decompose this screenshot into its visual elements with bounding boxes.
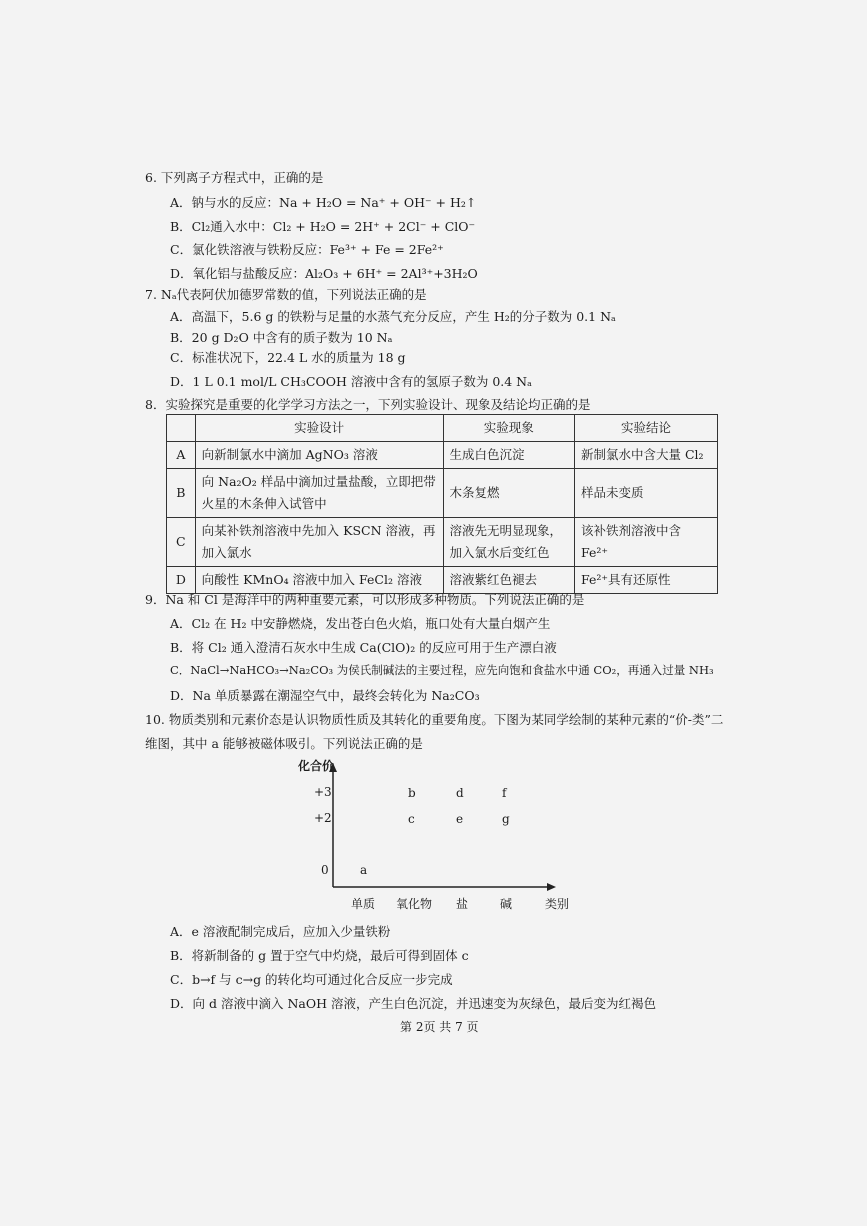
q9-option-d: D．Na 单质暴露在潮湿空气中，最终会转化为 Na₂CO₃ bbox=[170, 688, 480, 703]
point-label-e: e bbox=[456, 812, 464, 826]
q7-option-d: D．1 L 0.1 mol/L CH₃COOH 溶液中含有的氢原子数为 0.4 Nₐ bbox=[170, 374, 532, 389]
q10-option-d: D．向 d 溶液中滴入 NaOH 溶液，产生白色沉淀，并迅速变为灰绿色，最后变为红褐色 bbox=[170, 996, 656, 1011]
table-cell: 该补铁剂溶液中含 Fe²⁺ bbox=[575, 518, 718, 567]
table-header: 实验现象 bbox=[443, 415, 575, 442]
valence-class-diagram bbox=[280, 755, 580, 915]
table-cell: C bbox=[167, 518, 196, 567]
table-row bbox=[167, 442, 718, 469]
x-tick-label: 氧化物 bbox=[396, 897, 433, 911]
x-axis-arrow bbox=[547, 883, 556, 891]
table-cell: A bbox=[167, 442, 196, 469]
point-label-c: c bbox=[408, 812, 415, 826]
point-label-d: d bbox=[456, 786, 464, 800]
q10-option-c: C．b→f 与 c→g 的转化均可通过化合反应一步完成 bbox=[170, 972, 453, 987]
q10-stem-line1: 10. 物质类别和元素价态是认识物质性质及其转化的重要角度。下图为某同学绘制的某种元素的“价-类”二 bbox=[145, 712, 724, 727]
table-cell: 新制氯水中含大量 Cl₂ bbox=[575, 442, 718, 469]
q9-option-b: B．将 Cl₂ 通入澄清石灰水中生成 Ca(ClO)₂ 的反应可用于生产漂白液 bbox=[170, 640, 557, 655]
point-label-g: g bbox=[502, 812, 510, 826]
q7-stem: 7. Nₐ代表阿伏加德罗常数的值，下列说法正确的是 bbox=[145, 287, 427, 302]
x-tick-label: 碱 bbox=[500, 897, 513, 911]
q10-stem-line2: 维图，其中 a 能够被磁体吸引。下列说法正确的是 bbox=[145, 736, 423, 751]
table-row bbox=[167, 469, 718, 518]
table-cell: 溶液先无明显现象，加入氯水后变红色 bbox=[443, 518, 575, 567]
table-row bbox=[167, 518, 718, 567]
x-tick-label: 单质 bbox=[351, 897, 376, 911]
q8-stem: 8．实验探究是重要的化学学习方法之一，下列实验设计、现象及结论均正确的是 bbox=[145, 397, 591, 412]
q6-option-b: B．Cl₂通入水中：Cl₂ + H₂O = 2H⁺ + 2Cl⁻ + ClO⁻ bbox=[170, 219, 476, 234]
table-cell: D bbox=[167, 567, 196, 594]
q6-option-d: D．氧化铝与盐酸反应：Al₂O₃ + 6H⁺ = 2Al³⁺+3H₂O bbox=[170, 266, 478, 281]
q7-option-a: A．高温下，5.6 g 的铁粉与足量的水蒸气充分反应，产生 H₂的分子数为 0.1 Nₐ bbox=[170, 309, 616, 324]
table-cell: 样品未变质 bbox=[575, 469, 718, 518]
y-tick-label: 0 bbox=[321, 863, 329, 877]
y-tick-label: +3 bbox=[314, 785, 332, 799]
q9-stem: 9．Na 和 Cl 是海洋中的两种重要元素，可以形成多种物质。下列说法正确的是 bbox=[145, 592, 585, 607]
q9-option-c: C．NaCl→NaHCO₃→Na₂CO₃ 为侯氏制碱法的主要过程，应先向饱和食盐水中通 CO₂，再通入过量 NH₃ bbox=[170, 663, 714, 677]
y-tick-label: +2 bbox=[314, 811, 332, 825]
table-header: 实验设计 bbox=[195, 415, 443, 442]
table-cell: 溶液紫红色褪去 bbox=[443, 567, 575, 594]
x-axis-label: 类别 bbox=[545, 897, 570, 911]
q9-option-a: A．Cl₂ 在 H₂ 中安静燃烧，发出苍白色火焰，瓶口处有大量白烟产生 bbox=[170, 616, 551, 631]
q7-option-b: B．20 g D₂O 中含有的质子数为 10 Nₐ bbox=[170, 330, 393, 345]
q6-stem: 6. 下列离子方程式中，正确的是 bbox=[145, 170, 324, 185]
q10-option-b: B．将新制备的 g 置于空气中灼烧，最后可得到固体 c bbox=[170, 948, 469, 963]
table-cell: 生成白色沉淀 bbox=[443, 442, 575, 469]
q7-option-c: C．标准状况下，22.4 L 水的质量为 18 g bbox=[170, 350, 406, 365]
point-label-a: a bbox=[360, 863, 368, 877]
table-cell: B bbox=[167, 469, 196, 518]
q6-option-c: C．氯化铁溶液与铁粉反应：Fe³⁺ + Fe = 2Fe²⁺ bbox=[170, 242, 444, 257]
q6-option-a: A．钠与水的反应：Na + H₂O = Na⁺ + OH⁻ + H₂↑ bbox=[170, 195, 477, 210]
q8-table bbox=[166, 414, 718, 594]
table-header bbox=[167, 415, 196, 442]
table-cell: 向某补铁剂溶液中先加入 KSCN 溶液，再加入氯水 bbox=[195, 518, 443, 567]
table-header-row bbox=[167, 415, 718, 442]
table-header: 实验结论 bbox=[575, 415, 718, 442]
x-tick-label: 盐 bbox=[456, 897, 469, 911]
table-cell: 向 Na₂O₂ 样品中滴加过量盐酸，立即把带火星的木条伸入试管中 bbox=[195, 469, 443, 518]
table-cell: Fe²⁺具有还原性 bbox=[575, 567, 718, 594]
table-cell: 向新制氯水中滴加 AgNO₃ 溶液 bbox=[195, 442, 443, 469]
table-cell: 向酸性 KMnO₄ 溶液中加入 FeCl₂ 溶液 bbox=[195, 567, 443, 594]
table-cell: 木条复燃 bbox=[443, 469, 575, 518]
point-label-f: f bbox=[502, 786, 507, 800]
y-axis-label: 化合价 bbox=[298, 759, 335, 773]
point-label-b: b bbox=[408, 786, 416, 800]
q10-option-a: A．e 溶液配制完成后，应加入少量铁粉 bbox=[170, 924, 391, 939]
page-footer: 第 2页 共 7 页 bbox=[400, 1020, 479, 1034]
